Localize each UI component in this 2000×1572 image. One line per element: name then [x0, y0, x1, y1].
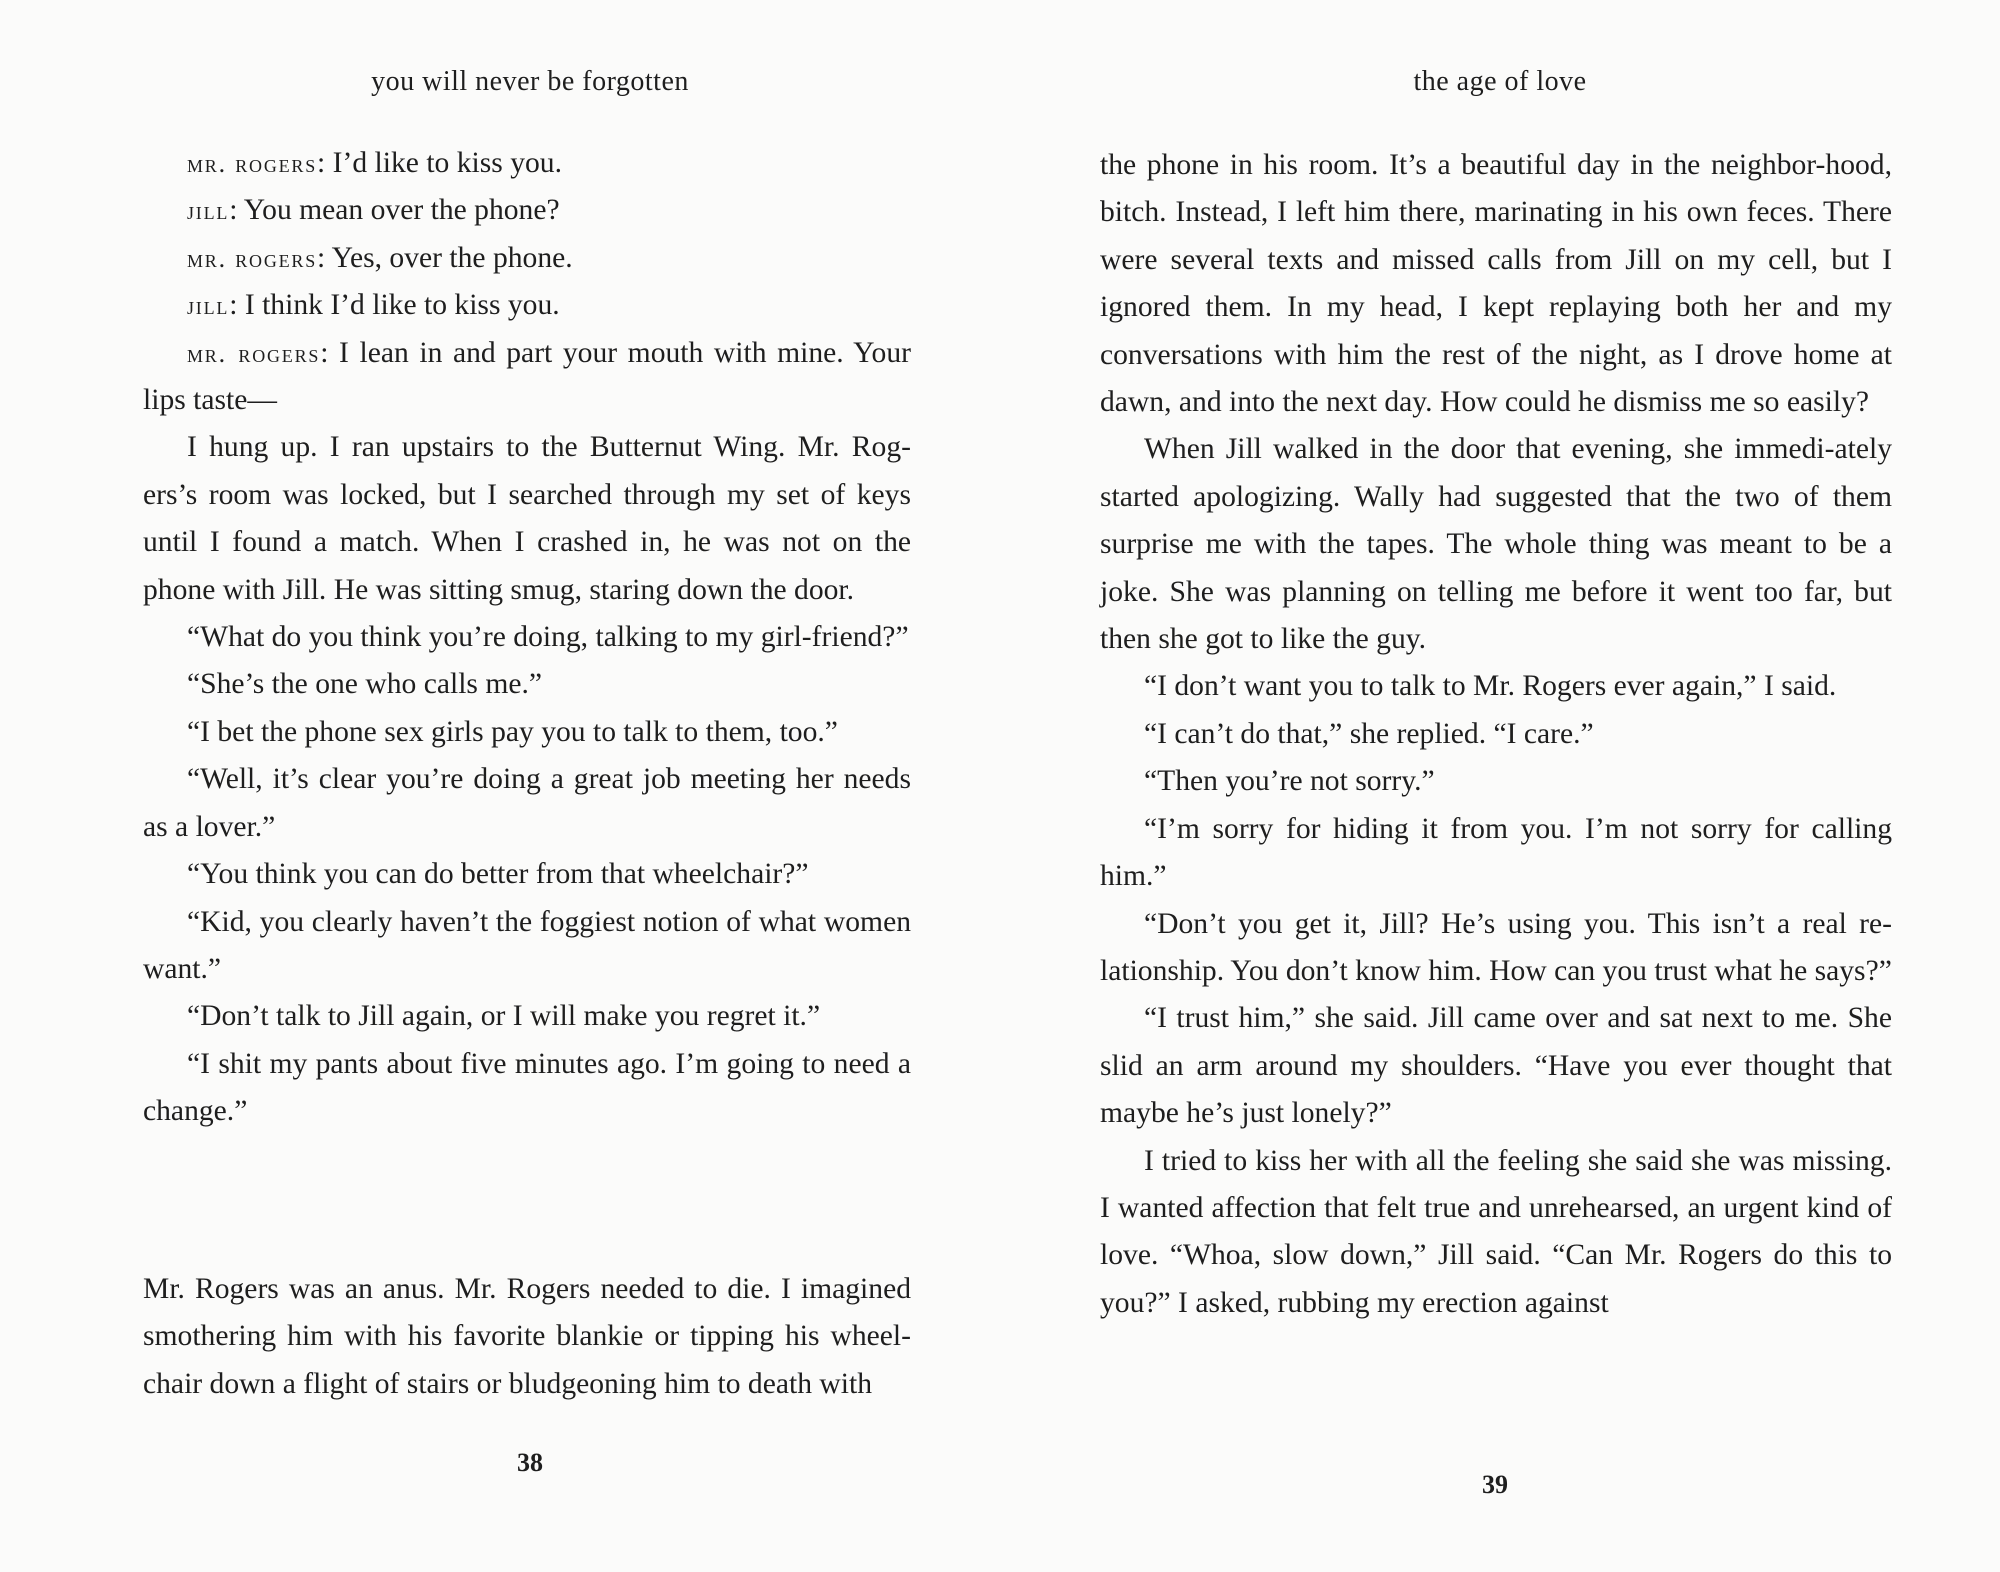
dialogue-line: mr. rogers: I’d like to kiss you.: [187, 147, 562, 179]
right-page-body: [1100, 142, 1892, 1327]
paragraph: “I don’t want you to talk to Mr. Rogers ever again,” I said.: [1144, 670, 1837, 703]
paragraph: “I shit my pants about five minutes ago. I’m going to need a change.”: [143, 1047, 911, 1128]
speaker-name: jill: [187, 291, 230, 321]
dialogue-line: jill: You mean over the phone?: [187, 194, 560, 227]
paragraph: “I’m sorry for hiding it from you. I’m not sorry for calling him.”: [1100, 812, 1892, 893]
paragraph: “She’s the one who calls me.”: [187, 668, 543, 701]
paragraph: the phone in his room. It’s a beautiful day in the neighbor-hood, bitch. Instead, I left him there, marinating in his own feces. There were several texts and missed calls from Jill on my cell, but I ignored them. In my head, I kept replaying both her and my conversations with him the rest of the night, as I drove home at dawn, and into the next day. How could he dismiss me so easily?: [1100, 149, 1892, 419]
running-head-right: the age of love: [1413, 66, 1587, 97]
section-break-text: [143, 1266, 911, 1408]
paragraph: “Don’t you get it, Jill? He’s using you. This isn’t a real re-lationship. You don’t know him. How can you trust what he says?”: [1100, 907, 1892, 987]
paragraph: “Don’t talk to Jill again, or I will make you regret it.”: [187, 1000, 821, 1033]
section-paragraph: Mr. Rogers was an anus. Mr. Rogers needed to die. I imagined smothering him with his favorite blankie or tipping his wheel-chair down a flight of stairs or bludgeoning him to death with: [143, 1273, 911, 1400]
paragraph: I hung up. I ran upstairs to the Butternut Wing. Mr. Rog-ers’s room was locked, but I searched through my set of keys until I found a match. When I crashed in, he was not on the phone with Jill. He was sitting smug, staring down the door.: [143, 431, 911, 606]
left-page-body: [143, 140, 911, 1136]
paragraph: When Jill walked in the door that evening, she immedi-ately started apologizing. Wally had suggested that the two of them surprise me with the tapes. The whole thing was meant to be a joke. She was planning on telling me before it went too far, but then she got to like the guy.: [1100, 433, 1892, 656]
paragraph: “Kid, you clearly haven’t the foggiest notion of what women want.”: [143, 905, 911, 985]
dialogue-line: mr. rogers: Yes, over the phone.: [187, 241, 573, 274]
dialogue-text: I think I’d like to kiss you.: [244, 289, 560, 322]
page-number-right: 39: [1482, 1470, 1508, 1499]
paragraph: “You think you can do better from that wheelchair?”: [187, 858, 809, 891]
dialogue-text: I’d like to kiss you.: [332, 147, 562, 179]
right-page: [1000, 0, 2000, 1572]
dialogue-line: mr. rogers: I lean in and part your mouth with mine. Your lips taste—: [143, 336, 912, 417]
speaker-name: mr. rogers: [187, 243, 318, 273]
speaker-name: mr. rogers: [187, 149, 318, 178]
page-number-left: 38: [517, 1448, 543, 1477]
speaker-name: jill: [187, 196, 230, 226]
paragraph: “I can’t do that,” she replied. “I care.”: [1144, 717, 1594, 750]
paragraph: I tried to kiss her with all the feeling she said she was missing. I wanted affection that felt true and unrehearsed, an urgent kind of love. “Whoa, slow down,” Jill said. “Can Mr. Rogers do this to you?” I asked, rubbing my erection against: [1100, 1144, 1892, 1319]
paragraph: “Well, it’s clear you’re doing a great job meeting her needs as a lover.”: [143, 763, 911, 843]
running-head-left: you will never be forgotten: [371, 66, 689, 97]
dialogue-text: I lean in and part your mouth with mine. Your lips taste—: [143, 336, 912, 417]
paragraph: “I bet the phone sex girls pay you to talk to them, too.”: [187, 715, 838, 748]
dialogue-text: You mean over the phone?: [243, 194, 560, 227]
paragraph: “Then you’re not sorry.”: [1144, 765, 1435, 798]
dialogue-text: Yes, over the phone.: [331, 241, 573, 274]
speaker-name: mr. rogers: [187, 338, 321, 368]
paragraph: “I trust him,” she said. Jill came over and sat next to me. She slid an arm around my shoulders. “Have you ever thought that maybe he’s just lonely?”: [1100, 1002, 1892, 1130]
dialogue-line: jill: I think I’d like to kiss you.: [187, 289, 560, 322]
paragraph: “What do you think you’re doing, talking to my girl-friend?”: [187, 621, 909, 654]
